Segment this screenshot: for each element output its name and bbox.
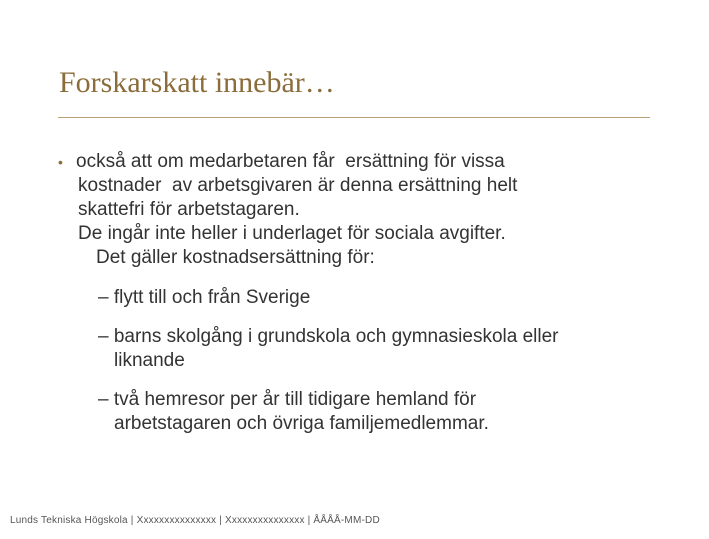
bullet-line: kostnader av arbetsgivaren är denna ersättning helt <box>78 175 518 196</box>
slide-body <box>58 150 658 451</box>
sub-list-item <box>98 325 658 373</box>
sub-list <box>58 286 658 436</box>
sub-list-item <box>98 388 658 436</box>
bullet-line: också att om medarbetaren får ersättning för vissa <box>76 151 505 172</box>
sub-item-continuation: arbetstagaren och övriga familjemedlemmar. <box>114 413 489 434</box>
sub-item-continuation: liknande <box>114 350 185 371</box>
sub-item-text: – flytt till och från Sverige <box>98 287 311 308</box>
sub-item-text: – barns skolgång i grundskola och gymnasieskola eller <box>98 326 559 347</box>
bullet-line: Det gäller kostnadsersättning för: <box>96 247 375 268</box>
bullet-line: skattefri för arbetstagaren. <box>78 199 300 220</box>
sub-list-item <box>98 286 658 310</box>
title-divider <box>58 117 650 118</box>
slide-title: Forskarskatt innebär… <box>59 66 335 99</box>
sub-item-text: – två hemresor per år till tidigare hemland för <box>98 389 477 410</box>
bullet-icon: • <box>58 154 63 170</box>
bullet-line: De ingår inte heller i underlaget för sociala avgifter. <box>78 223 506 244</box>
bullet-item <box>58 150 658 270</box>
slide-footer: Lunds Tekniska Högskola | Xxxxxxxxxxxxxxx | Xxxxxxxxxxxxxxx | ÅÅÅÅ-MM-DD <box>10 515 380 526</box>
